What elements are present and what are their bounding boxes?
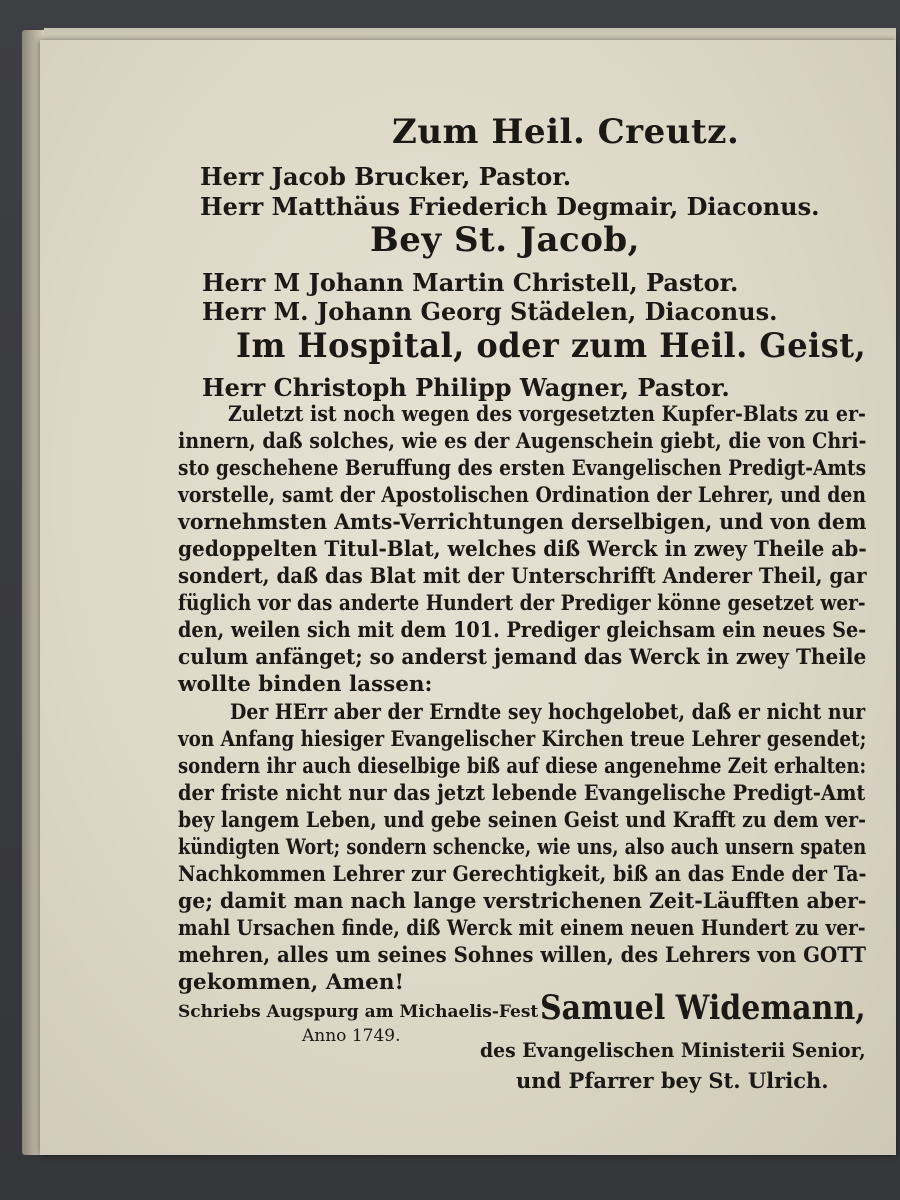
- paragraph-line: mahl Ursachen finde, diß Werck mit einem neuen Hundert zu ver-: [178, 916, 866, 941]
- paragraph-line: füglich vor das anderte Hundert der Prediger könne gesetzet wer-: [178, 591, 866, 616]
- paragraph-line: den, weilen sich mit dem 101. Prediger gleichsam ein neues Se-: [178, 618, 867, 643]
- closing-year: Anno 1749.: [302, 1026, 401, 1046]
- signature-name: Samuel Widemann,: [540, 988, 866, 1028]
- paragraph-line: culum anfänget; so anderst jemand das Werck in zwey Theile: [178, 645, 867, 670]
- paragraph-line: sto geschehene Beruffung des ersten Evangelischen Predigt-Amts: [178, 456, 867, 481]
- book-page: [40, 40, 896, 1155]
- paragraph-line: gekommen, Amen!: [178, 970, 404, 995]
- section-heading-heil-creutz: Zum Heil. Creutz.: [392, 112, 740, 152]
- signature-title-2: und Pfarrer bey St. Ulrich.: [516, 1068, 829, 1093]
- paragraph-line: sondert, daß das Blat mit der Unterschrifft Anderer Theil, gar: [178, 564, 867, 589]
- paragraph-line: bey langem Leben, und gebe seinen Geist und Krafft zu dem ver-: [178, 808, 866, 833]
- signature-title-1: des Evangelischen Ministerii Senior,: [480, 1038, 866, 1062]
- paragraph-line: sondern ihr auch dieselbige biß auf diese angenehme Zeit erhalten:: [178, 754, 867, 779]
- paragraph-line: innern, daß solches, wie es der Augenschein giebt, die von Chri-: [178, 429, 867, 454]
- entry-wagner: Herr Christoph Philipp Wagner, Pastor.: [202, 373, 730, 402]
- paragraph-line: Der HErr aber der Erndte sey hochgelobet, daß er nicht nur: [230, 700, 866, 725]
- closing-place: Schriebs Augspurg am Michaelis-Fest: [178, 1002, 539, 1022]
- section-heading-hospital: Im Hospital, oder zum Heil. Geist,: [236, 326, 867, 366]
- entry-brucker: Herr Jacob Brucker, Pastor.: [200, 162, 572, 191]
- paragraph-line: von Anfang hiesiger Evangelischer Kirchen treue Lehrer gesendet;: [178, 727, 867, 752]
- paragraph-line: der friste nicht nur das jetzt lebende Evangelische Predigt-Amt: [178, 781, 866, 806]
- paragraph-line: ge; damit man nach lange verstrichenen Zeit-Läufften aber-: [178, 889, 867, 914]
- entry-degmair: Herr Matthäus Friederich Degmair, Diaconus.: [200, 192, 820, 221]
- paragraph-line: Zuletzt ist noch wegen des vorgesetzten Kupfer-Blats zu er-: [228, 402, 866, 427]
- paragraph-line: kündigten Wort; sondern schencke, wie uns, also auch unsern spaten: [178, 835, 867, 860]
- paragraph-line: wollte binden lassen:: [178, 672, 433, 697]
- section-heading-st-jacob: Bey St. Jacob,: [370, 220, 641, 260]
- paragraph-line: mehren, alles um seines Sohnes willen, des Lehrers von GOTT: [178, 943, 866, 968]
- paragraph-line: gedoppelten Titul-Blat, welches diß Werck in zwey Theile ab-: [178, 537, 867, 562]
- paragraph-line: vornehmsten Amts-Verrichtungen derselbigen, und von dem: [178, 510, 867, 535]
- entry-staedelen: Herr M. Johann Georg Städelen, Diaconus.: [202, 297, 778, 326]
- entry-christell: Herr M Johann Martin Christell, Pastor.: [202, 268, 739, 297]
- paragraph-line: vorstelle, samt der Apostolischen Ordination der Lehrer, und den: [178, 483, 866, 508]
- paragraph-line: Nachkommen Lehrer zur Gerechtigkeit, biß an das Ende der Ta-: [178, 862, 867, 887]
